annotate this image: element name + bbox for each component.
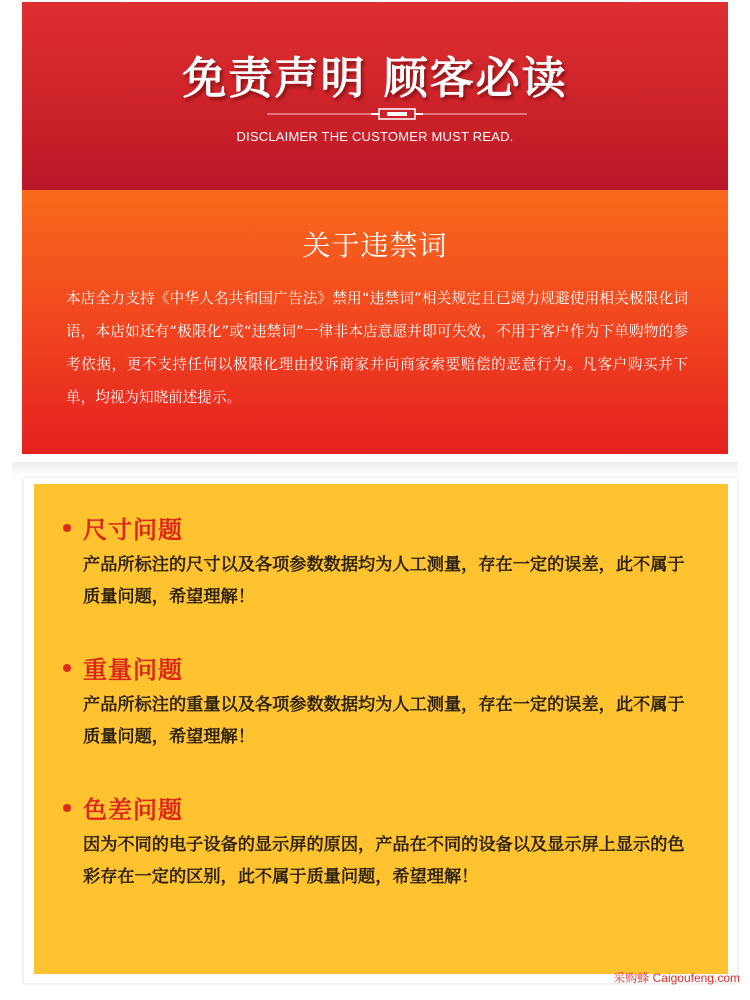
note-title: 尺寸问题 bbox=[83, 516, 183, 544]
note-text: 产品所标注的重量以及各项参数数据均为人工测量，存在一定的误差，此不属于质量问题，希望理解！ bbox=[83, 695, 685, 747]
section-text: 本店全力支持《中华人名共和国广告法》禁用“违禁词”相关规定且已竭力规避使用相关极限化词语，本店如还有“极限化”或“违禁词”一律非本店意愿并即可失效，不用于客户作为下单购物的参考依据，更不支持任何以极限化理由投诉商家并向商家索要赔偿的恶意行为。凡客户购买并下单，均视为知晓前述提示。 bbox=[66, 290, 688, 406]
banner-subtitle: DISCLAIMER THE CUSTOMER MUST READ. bbox=[236, 129, 514, 144]
section-title: 关于违禁词 bbox=[302, 229, 448, 262]
bullet-icon bbox=[63, 804, 71, 812]
note-color-difference bbox=[59, 790, 709, 893]
note-title: 重量问题 bbox=[83, 656, 183, 684]
banner-title: 免责声明 顾客必读 bbox=[182, 53, 568, 104]
watermark: 采购蜂 Caigoufeng.com bbox=[613, 971, 740, 985]
ornament-divider bbox=[267, 107, 527, 121]
note-size bbox=[59, 510, 709, 613]
notes-panel-body bbox=[34, 484, 728, 974]
note-text: 产品所标注的尺寸以及各项参数数据均为人工测量，存在一定的误差，此不属于质量问题，希望理解！ bbox=[83, 555, 685, 607]
note-text: 因为不同的电子设备的显示屏的原因，产品在不同的设备以及显示屏上显示的色彩存在一定的区别，此不属于质量问题，希望理解！ bbox=[83, 835, 685, 887]
note-title: 色差问题 bbox=[83, 796, 183, 824]
bullet-icon bbox=[63, 664, 71, 672]
section-divider bbox=[12, 462, 738, 476]
disclaimer-banner bbox=[22, 2, 728, 190]
bullet-icon bbox=[63, 524, 71, 532]
notes-panel bbox=[24, 478, 737, 983]
prohibited-words-section bbox=[22, 190, 728, 454]
note-weight bbox=[59, 650, 709, 753]
